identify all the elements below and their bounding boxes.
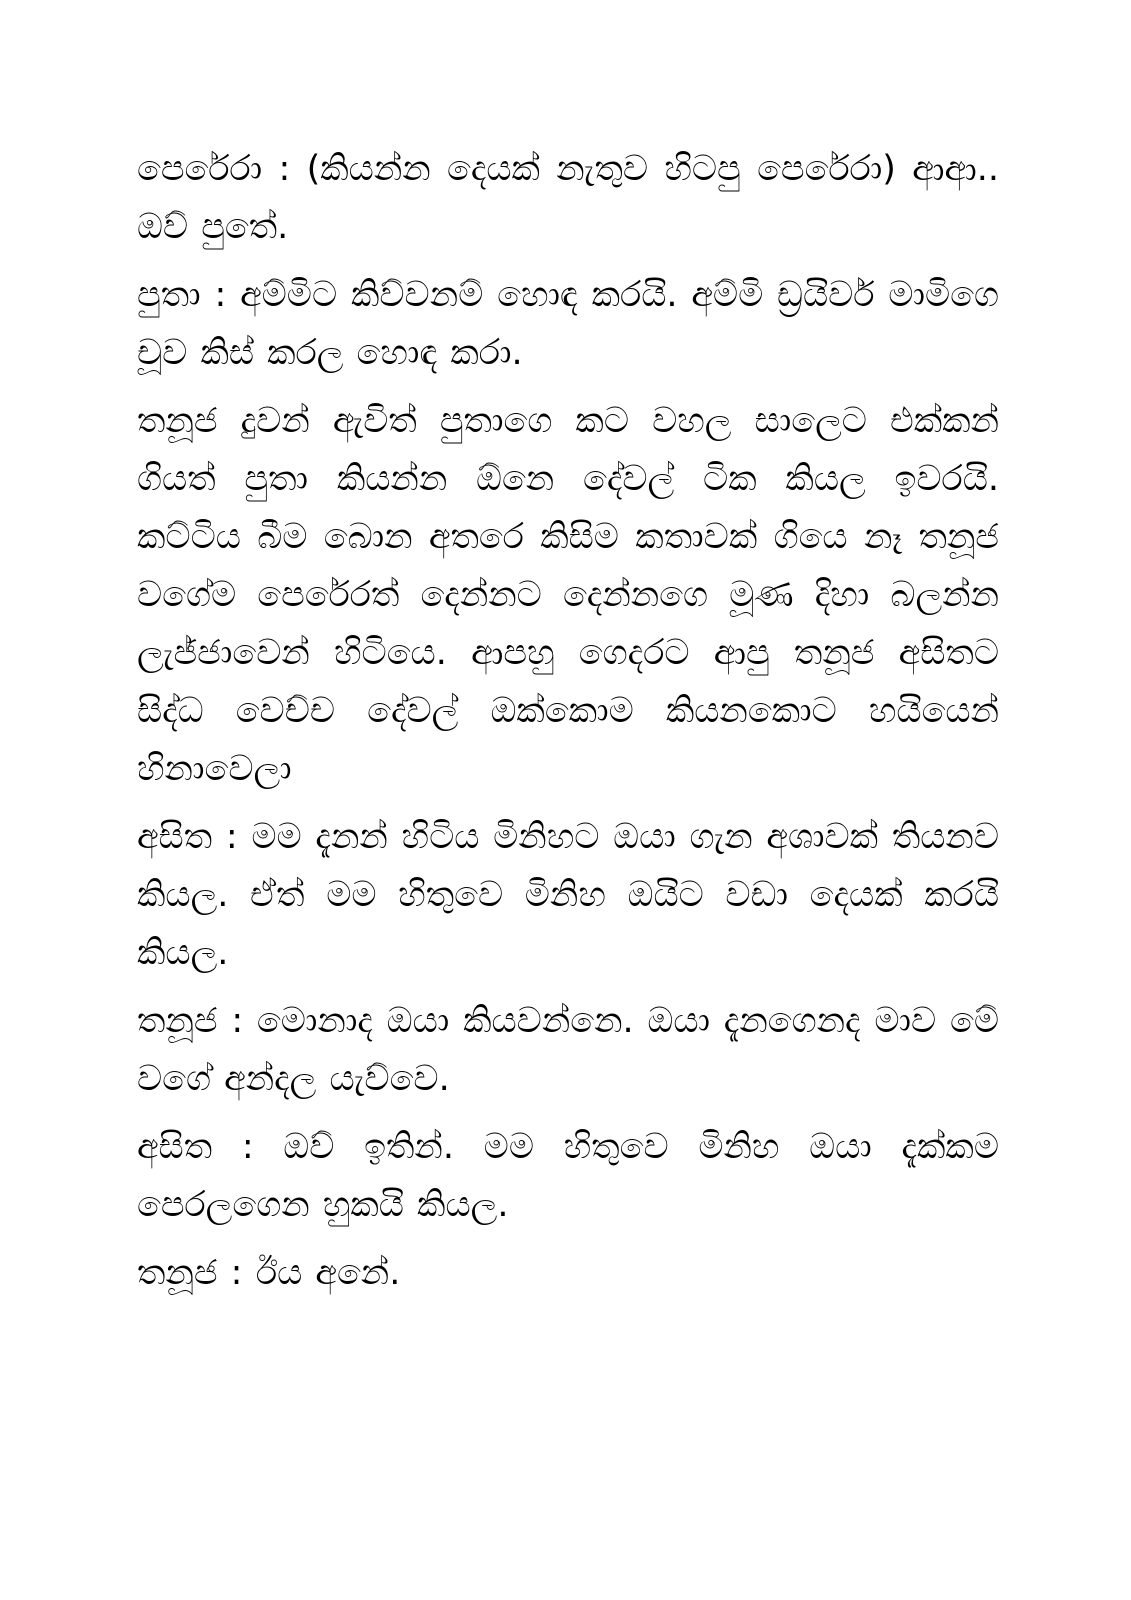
paragraph-thanuja-2: තනූජ : ඊය අනේ. [137,1253,401,1293]
paragraph-narration: තනූජ දුවන් ඇවිත් පුතාගෙ කට වහල සාලෙට එක්කන් ගියත් පුතා කියන්න ඕනෙ දේවල් ටික කියල ඉවරයි. කට්ටිය බීම බොන අතරෙ කිසිම කතාවක් ගියෙ නෑ තනූජ වගේම පෙරේරත් දෙන්නට දෙන්නගෙ මූණ දිහා බලන්න ලැජ්ජාවෙන් හිටියෙ. ආපහු ගෙදරට ආපු තනූජ අසිතට සිද්ධ වෙච්ච දේවල් ඔක්කොම කියනකොට හයියෙන් හිනාවෙලා [137,401,999,789]
paragraph-asitha-1: අසිත : මම දැනන් හිටිය මිනිහට ඔයා ගැන අශාවක් තියනව කියල. ඒත් මම හිතුවෙ මිනිහ ඔයිට වඩා දෙයක් කරයි කියල. [137,817,999,973]
paragraph-asitha-2: අසිත : ඔව් ඉතින්. මම හිතුවෙ මිනිහ ඔයා දැක්කම පෙරලගෙන හුකයි කියල. [137,1127,999,1225]
paragraph-thanuja-1: තනූජ : මොනාද ඔයා කියවන්නෙ. ඔයා දැනගෙනද මාව මේ වගේ අන්දල යැව්වෙ. [137,1001,999,1099]
paragraph-perera: පෙරේරා : (කියන්න දෙයක් නැතුව හිටපු පෙරේරා) ආආ.. ඔව් පුතේ. [137,149,999,247]
paragraph-putha: පුතා : අම්මිට කිව්වනම් හොඳ කරයි. අම්මි ඩ්‍රයිවර් මාමිගෙ චූව කිස් කරල හොඳ කරා. [137,275,999,373]
page-body [137,140,999,1312]
